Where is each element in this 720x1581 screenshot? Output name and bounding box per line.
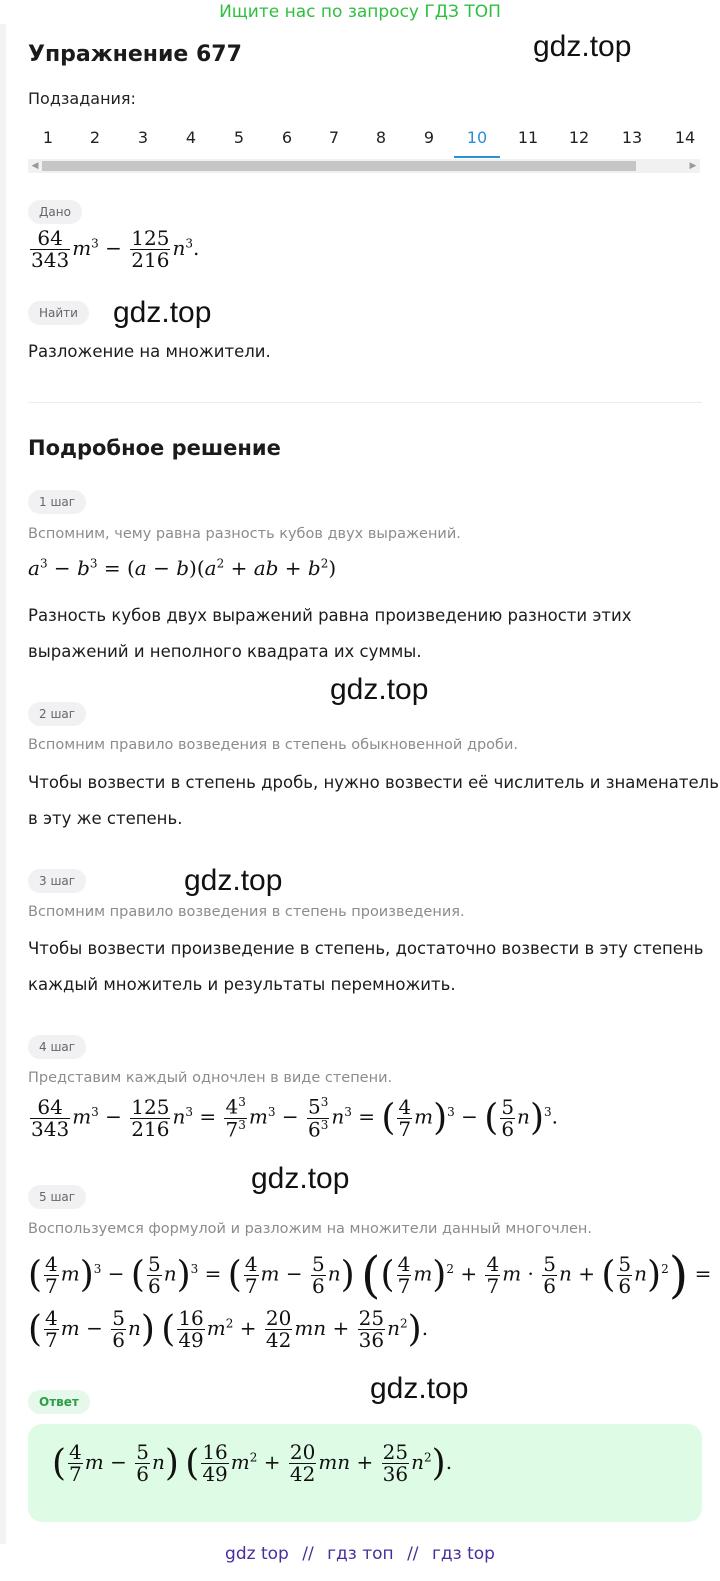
subtask-tabs [28,124,720,160]
watermark: gdz.top [330,673,429,706]
scroll-left-icon[interactable]: ◀ [31,161,39,171]
tab-4[interactable]: 4 [185,128,197,147]
page-title: Упражнение 677 [28,42,242,67]
tabs-scrollbar[interactable] [28,159,700,173]
footer-separator: // [302,1544,314,1564]
step-1-text-line1: Разность кубов двух выражений равна произведению разности этих [28,606,632,625]
step-4-formula: $\frac{64}{343}$ $m^3$ − $\frac{125}{216}$ $n^3$ = $\frac{4^3}{7^3}$ $m^3$ − $\frac{5^3}{6^3}$ $n^3$ = ( $\frac{4}{7}$ m)$^3$ − ( $\frac{5}{6}$ n)$^3$. [31,1094,558,1142]
step-1-formula: $a^3 - b^3 = (a - b)(a^2$ + ab + $b^2$) [28,556,337,580]
scroll-thumb[interactable] [42,161,636,171]
step-2-text-line1: Чтобы возвести в степень дробь, нужно возвести её числитель и знаменатель [28,773,719,792]
step-1-chip: 1 шаг [28,490,86,514]
step-2-chip: 2 шаг [28,702,86,726]
answer-box [28,1424,702,1522]
step-3-text-line2: каждый множитель и результаты перемножить. [28,975,456,994]
tab-13[interactable]: 13 [621,128,643,147]
tab-2[interactable]: 2 [89,128,101,147]
tab-11[interactable]: 11 [517,128,539,147]
divider [28,402,702,403]
watermark: gdz.top [184,864,283,897]
step-5-formula-line2: ( $\frac{4}{7}$ m − $\frac{5}{6}$ n) ( $\frac{16}{49}$ $m^2$ + $\frac{20}{42}$ mn + $\frac{25}{36}$ $n^2$). [28,1306,429,1352]
tab-7[interactable]: 7 [328,128,340,147]
tab-6[interactable]: 6 [281,128,293,147]
footer-separator: // [407,1544,419,1564]
answer-formula: ( $\frac{4}{7}$ m − $\frac{5}{6}$ n) ( $\frac{16}{49}$ $m^2$ + $\frac{20}{42}$ mn + $\frac{25}{36}$ $n^2$). [52,1440,453,1486]
step-2-hint: Вспомним правило возведения в степень обыкновенной дроби. [28,737,519,753]
step-4-hint: Представим каждый одночлен в виде степени. [28,1070,393,1086]
watermark: gdz.top [533,30,632,63]
answer-chip: Ответ [28,1390,90,1414]
step-5-chip: 5 шаг [28,1185,86,1209]
watermark: gdz.top [370,1372,469,1405]
solution-title: Подробное решение [28,436,281,460]
given-chip: Дано [28,200,82,224]
find-chip: Найти [28,301,89,325]
tab-3[interactable]: 3 [137,128,149,147]
exercise-card [6,24,720,1544]
tab-12[interactable]: 12 [568,128,590,147]
scroll-right-icon[interactable]: ▶ [689,161,697,171]
step-5-formula-line1: ( $\frac{4}{7}$ m)$^3$ − ( $\frac{5}{6}$ n)$^3$ = ( $\frac{4}{7}$ m − $\frac{5}{6}$ n) (( $\frac{4}{7}$ m)$^2$ + $\frac{4}{7}$ m · $\frac{5}{6}$ n + ( $\frac{5}{6}$ n)$^2$) = [28,1246,712,1304]
step-2-text-line2: в эту же степень. [28,809,183,828]
step-3-text-line1: Чтобы возвести произведение в степень, достаточно возвести в эту степень [28,939,704,958]
top-banner[interactable]: Ищите нас по запросу ГДЗ ТОП [219,2,501,22]
subtasks-label: Подзадания: [28,89,136,108]
tab-5[interactable]: 5 [233,128,245,147]
step-3-hint: Вспомним правило возведения в степень произведения. [28,904,465,920]
step-1-hint: Вспомним, чему равна разность кубов двух выражений. [28,526,461,542]
watermark: gdz.top [251,1162,350,1195]
step-3-chip: 3 шаг [28,869,86,893]
footer-links [0,1542,720,1566]
footer-link-gdz-top[interactable]: gdz top [225,1544,289,1564]
footer-link-gdz-top-ru[interactable]: гдз топ [327,1544,394,1564]
tab-14[interactable]: 14 [674,128,696,147]
tab-9[interactable]: 9 [423,128,435,147]
footer-link-gdz-top-mixed[interactable]: гдз top [431,1544,495,1564]
watermark: gdz.top [113,296,212,329]
tab-8[interactable]: 8 [375,128,387,147]
tab-1[interactable]: 1 [42,128,54,147]
step-4-chip: 4 шаг [28,1035,86,1059]
step-5-hint: Воспользуемся формулой и разложим на множители данный многочлен. [28,1221,592,1237]
tab-10[interactable]: 10 [454,124,500,158]
find-text: Разложение на множители. [28,342,271,361]
given-expression: $\frac{64}{343}$ $m^3$ − $\frac{125}{216}$ $n^3$. [31,226,200,272]
step-1-text-line2: выражений и неполного квадрата их суммы. [28,642,422,661]
